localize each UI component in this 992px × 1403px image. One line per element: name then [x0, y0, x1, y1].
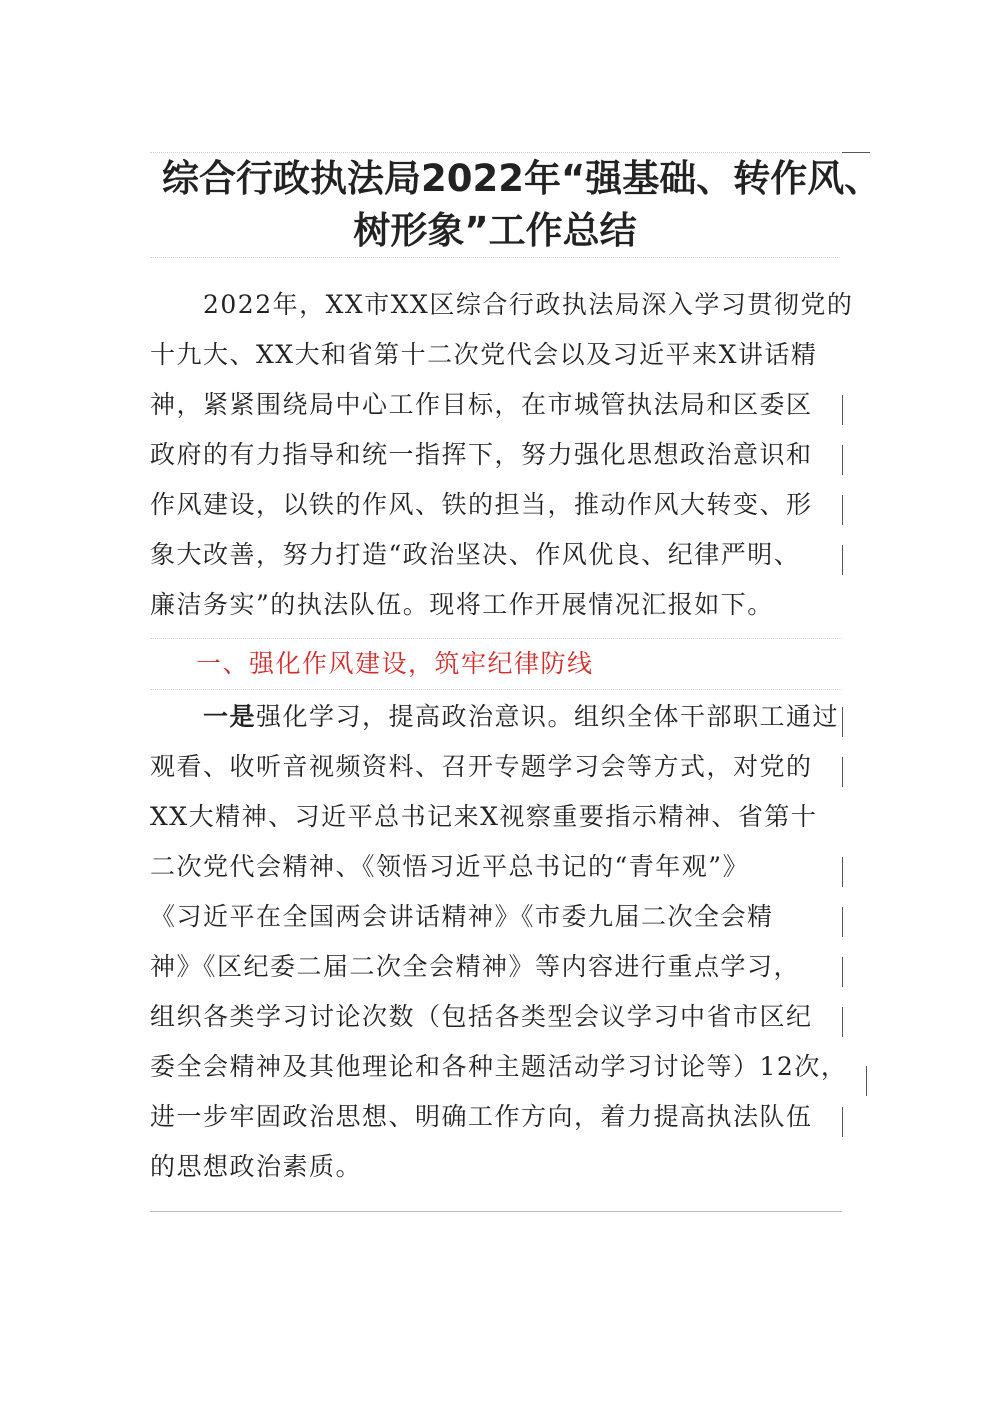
point1-lead: 一是	[203, 702, 257, 731]
margin-bar	[842, 1107, 843, 1137]
point1-line: 观看、收听音视频资料、召开专题学习会等方式，对党的	[150, 752, 813, 781]
point1-line: 神》《区纪委二届二次全会精神》等内容进行重点学习，	[150, 952, 801, 981]
intro-line: 廉洁务实”的执法队伍。现将工作开展情况汇报如下。	[150, 590, 774, 619]
margin-bar	[842, 757, 843, 787]
margin-bar	[842, 907, 843, 937]
section-heading	[150, 638, 842, 690]
title-line-2: 树形象”工作总结	[353, 209, 637, 252]
intro-paragraph	[150, 280, 854, 630]
intro-line: 神，紧紧围绕局中心工作目标，在市城管执法局和区委区	[150, 390, 813, 419]
margin-bar	[842, 857, 843, 887]
page-divider	[150, 1211, 842, 1212]
margin-bar	[842, 445, 843, 475]
margin-bar	[842, 957, 843, 987]
intro-line: 2022年，XX市XX区综合行政执法局深入学习贯彻党的	[150, 290, 854, 319]
margin-bar	[842, 545, 843, 575]
point1-line: 进一步牢固政治思想、明确工作方向，着力提高执法队伍	[150, 1102, 813, 1131]
intro-line: 作风建设，以铁的作风、铁的担当，推动作风大转变、形	[150, 490, 813, 519]
intro-line: 十九大、XX大和省第十二次党代会以及习近平来X讲话精	[150, 340, 818, 369]
margin-bar	[842, 707, 843, 737]
document-title	[150, 152, 882, 258]
margin-bar	[842, 495, 843, 525]
point1-first-line	[150, 692, 842, 742]
point1-line: 的思想政治素质。	[150, 1152, 363, 1181]
section-heading-text: 一、强化作风建设，筑牢纪律防线	[196, 649, 594, 678]
point1-line: 组织各类学习讨论次数（包括各类型会议学习中省市区纪	[150, 1002, 813, 1031]
point1-paragraph	[150, 692, 848, 1192]
margin-bar	[842, 1007, 843, 1037]
margin-bar	[866, 1066, 867, 1096]
point1-first-rest: 强化学习，提高政治意识。组织全体干部职工通过	[256, 702, 840, 731]
intro-line: 政府的有力指导和统一指挥下，努力强化思想政治意识和	[150, 440, 813, 469]
point1-line: XX大精神、习近平总书记来X视察重要指示精神、省第十	[150, 802, 818, 831]
margin-bar	[842, 395, 843, 425]
intro-line: 象大改善，努力打造“政治坚决、作风优良、纪律严明、	[150, 540, 801, 569]
point1-line: 《习近平在全国两会讲话精神》《市委九届二次全会精	[150, 902, 774, 931]
point1-line: 委全会精神及其他理论和各种主题活动学习讨论等）12次，	[150, 1052, 848, 1081]
point1-line: 二次党代会精神、《领悟习近平总书记的“青年观”》	[150, 852, 750, 881]
title-line-1: 综合行政执法局2022年“强基础、转作风、	[162, 157, 882, 200]
